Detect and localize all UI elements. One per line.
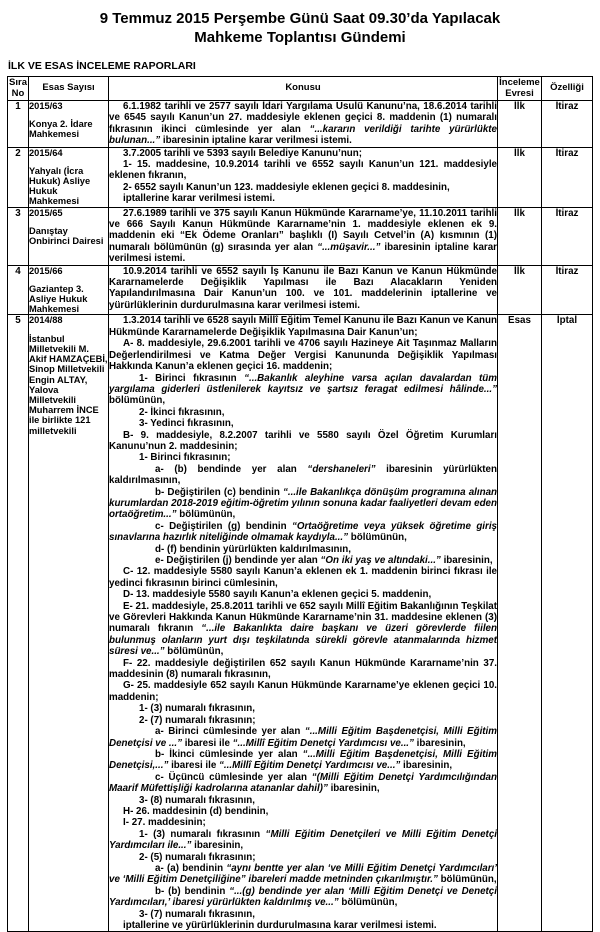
- inceleme-evresi-cell: İlk: [498, 147, 542, 207]
- text-segment: a- (b) bendinde yer alan: [155, 463, 308, 475]
- quoted-phrase: “On iki yaş ve altındaki...”: [320, 555, 441, 567]
- konusu-paragraph: [109, 193, 497, 204]
- ozelligi-cell: İtiraz: [542, 207, 593, 265]
- quoted-phrase: “...Bakanlık aleyhine varsa açılan davalardan tüm yargılama giderleri üstlenilerek kayıtsız ve şartsız feragat edilmesi hâlinde...”: [109, 372, 497, 395]
- esas-line: Gaziantep 3. Asliye Hukuk Mahkemesi: [29, 283, 88, 315]
- konusu-paragraph: [109, 852, 497, 863]
- konusu-paragraph: [109, 464, 497, 487]
- text-segment: ibaresinin,: [440, 555, 493, 567]
- konusu-paragraph: [109, 909, 497, 920]
- ozelligi-cell: İtiraz: [542, 101, 593, 148]
- konusu-cell: [109, 101, 498, 148]
- text-segment: C- 12. maddesiyle 5580 sayılı Kanun’a eklenen ek 1. maddenin birinci fıkrası ile yedinci fıkrasının birinci cümlesinin,: [109, 566, 497, 589]
- quoted-phrase: “aynı bentte yer alan ‘ve Milli Eğitim Denetçi Yardımcıları’ ve ‘Milli Eğitim Denetçiliğine” ibareleri madde metninden çıkarılmıştır.”: [109, 862, 497, 886]
- header-sira-no: Sıra No: [9, 77, 27, 99]
- quoted-phrase: “...(g) bendinde yer alan ‘Milli Eğitim Denetçi ve Denetçi Yardımcıları,’ ibaresi yürürlükten kaldırılmış ve...”: [109, 885, 497, 909]
- esas-line: Danıştay Onbirinci Dairesi: [29, 225, 104, 247]
- quoted-phrase: “Milli Eğitim Denetçileri ve Milli Eğitim Denetçi Yardımcıları ile...”: [109, 828, 497, 852]
- quoted-phrase: “...Milli Eğitim Başdenetçisi, Milli Eğitim Denetçisi,...”: [109, 748, 497, 772]
- table-row: [8, 207, 593, 265]
- text-segment: 3.7.2005 tarihli ve 5393 sayılı Belediye Kanunu’nun;: [123, 147, 363, 159]
- quoted-phrase: “Ortaöğretime veya yüksek öğretime giriş sınavlarına hazırlık niteliğinde olmamak kaydıyla...”: [109, 520, 498, 544]
- esas-gap: [29, 326, 108, 334]
- table-row: [8, 265, 593, 315]
- konusu-paragraph: [109, 863, 497, 886]
- konusu-paragraph: [109, 373, 497, 407]
- text-segment: G- 25. maddesiyle 652 sayılı Kanun Hükmünde Kararname’ye eklenen geçici 10. maddenin;: [109, 680, 497, 703]
- esas-line: 2015/65: [29, 207, 63, 218]
- agenda-table: [7, 76, 593, 932]
- text-segment: 27.6.1989 tarihli ve 375 sayılı Kanun Hükmünde Kararname’ye, 11.10.2011 tarihli ve 666 Sayılı Kanun Hükmünde Kararname’nin 1. maddesiyle eklenen ek 9. maddenin eki “Ek Ödeme Oranları” başlıklı (I) Sayılı Cetvel’in (A) kısmının (1) numaralı bölümünün (g) sırasında yer alan: [109, 207, 497, 253]
- text-segment: 2- İkinci fıkrasının,: [139, 406, 225, 418]
- text-segment: bölümünün,: [348, 532, 407, 544]
- quoted-phrase: “(Milli Eğitim Denetçi Yardımcılığından Maarif Müfettişliği kadrolarına atananlar dahil)”: [109, 771, 497, 795]
- konusu-paragraph: [109, 266, 497, 312]
- text-segment: 2- (5) numaralı fıkrasının;: [139, 851, 256, 863]
- text-segment: 3- (8) numaralı fıkrasının,: [139, 794, 255, 806]
- text-segment: 1- (3) numaralı fıkrasının,: [139, 703, 255, 715]
- esas-sayisi-cell: [29, 315, 109, 932]
- text-segment: E- 21. maddesiyle, 25.8.2011 tarihli ve 652 sayılı Millî Eğitim Bakanlığının Teşkilat ve Görevleri Hakkında Kanun Hükmünde Kararname’nin 31. maddesine eklenen (3) numaralı fıkranın: [109, 600, 497, 635]
- header-row: [8, 77, 593, 101]
- konusu-paragraph: [109, 589, 497, 600]
- page-title: [0, 9, 600, 47]
- esas-line: 2015/63: [29, 101, 63, 111]
- konusu-paragraph: [109, 715, 497, 726]
- quoted-phrase: “...Millî Eğitim Denetçi Yardımcısı ve...”: [232, 737, 414, 749]
- konusu-paragraph: [109, 487, 497, 521]
- konusu-paragraph: [109, 430, 497, 453]
- quoted-phrase: “dershaneleri”: [307, 463, 376, 475]
- esas-line: Yahyalı (İcra Hukuk) Asliye Hukuk Mahkemesi: [29, 165, 91, 207]
- text-segment: 1- Birinci fıkrasının: [139, 372, 245, 384]
- konusu-cell: [109, 265, 498, 315]
- esas-sayisi-cell: [29, 265, 109, 315]
- konusu-paragraph: [109, 749, 497, 772]
- row-number-cell: 3: [8, 207, 29, 265]
- quoted-phrase: “...kararın verildiği tarihte yürürlükte bulunan...”: [109, 123, 497, 147]
- konusu-paragraph: [109, 159, 497, 182]
- konusu-paragraph: [109, 101, 497, 147]
- konusu-cell: [109, 147, 498, 207]
- text-segment: ibaresinin iptaline karar verilmesi istemi.: [160, 135, 352, 147]
- text-segment: 1- (3) numaralı fıkrasının: [139, 828, 266, 840]
- header-esas-sayisi: Esas Sayısı: [29, 77, 109, 101]
- konusu-paragraph: [109, 703, 497, 714]
- header-inceleme-evresi: İnceleme Evresi: [499, 77, 540, 99]
- text-segment: 2- 6552 sayılı Kanun’un 123. maddesiyle eklenen geçici 8. maddesinin,: [123, 181, 450, 193]
- text-segment: A- 8. maddesiyle, 29.6.2001 tarihli ve 4706 sayılı Hazineye Ait Taşınmaz Malların Değerlendirilmesi ve Katma Değer Vergisi Kanununda Değişiklik Yapılması Hakkında Kanun’a eklenen geçici 16. maddenin;: [109, 338, 497, 373]
- text-segment: ibaresinin yürürlükten kaldırılmasının,: [109, 463, 497, 487]
- esas-line: 2014/88: [29, 315, 63, 326]
- row-number-cell: 2: [8, 147, 29, 207]
- text-segment: d- (f) bendinin yürürlükten kaldırılmasının,: [155, 543, 351, 555]
- text-segment: ibaresi ile: [181, 737, 233, 749]
- text-segment: 10.9.2014 tarihli ve 6552 sayılı İş Kanunu ile Bazı Kanun ve Kanun Hükmünde Kararnamelerde Değişiklik Yapılması ile Bazı Alacakların Yeniden Yapılandırılmasına Dair Kanun’un 100. ve 101. maddelerinin iptallerine ve yürürlüklerinin durdurulmasına karar verilmesi istemi.: [109, 265, 497, 311]
- text-segment: D- 13. maddesiyle 5580 sayılı Kanun’a eklenen geçici 5. maddenin,: [123, 589, 432, 601]
- text-segment: ibaresinin,: [413, 737, 466, 749]
- konusu-paragraph: [109, 817, 497, 828]
- row-number-cell: 1: [8, 101, 29, 148]
- esas-line: 2015/66: [29, 265, 63, 276]
- konusu-paragraph: [109, 920, 497, 931]
- text-segment: H- 26. maddesinin (d) bendinin,: [123, 805, 269, 817]
- text-segment: ibaresinin iptaline karar verilmesi istemi.: [109, 241, 497, 265]
- text-segment: 1.3.2014 tarihli ve 6528 sayılı Millî Eğitim Temel Kanunu ile Bazı Kanun ve Kanun Hükmünde Kararnamelerde Değişiklik Yapılmasına Dair Kanun’un;: [109, 315, 497, 338]
- row-number-cell: 4: [8, 265, 29, 315]
- esas-line: 2015/64: [29, 147, 63, 158]
- text-segment: c- Üçüncü cümlesinde yer alan: [155, 771, 312, 783]
- konusu-paragraph: [109, 208, 497, 265]
- text-segment: bölümünün,: [437, 874, 497, 886]
- text-segment: b- (b) bendinin: [155, 885, 230, 897]
- esas-gap: [29, 276, 108, 284]
- text-segment: ibaresinin,: [191, 840, 244, 852]
- konusu-paragraph: [109, 452, 497, 463]
- text-segment: bölümünün,: [109, 395, 166, 407]
- section-heading: İLK VE ESAS İNCELEME RAPORLARI: [8, 60, 196, 72]
- text-segment: 1- 15. maddesine, 10.9.2014 tarihli ve 6552 sayılı Kanun’un 121. maddesiyle eklenen fıkranın,: [109, 159, 497, 182]
- esas-sayisi-cell: [29, 147, 109, 207]
- text-segment: c- Değiştirilen (g) bendinin: [155, 520, 292, 532]
- text-segment: 1- Birinci fıkrasının;: [139, 452, 231, 464]
- header-konusu: Konusu: [109, 77, 498, 101]
- page-title-line1: 9 Temmuz 2015 Perşembe Günü Saat 09.30’da Yapılacak: [99, 10, 501, 27]
- table-row: [8, 101, 593, 148]
- text-segment: bölümünün,: [164, 646, 224, 658]
- konusu-paragraph: [109, 418, 497, 429]
- esas-line: Konya 2. İdare Mahkemesi: [29, 119, 93, 140]
- konusu-paragraph: [109, 407, 497, 418]
- quoted-phrase: “...Milli Eğitim Başdenetçisi, Milli Eğitim Denetçisi ve ...”: [109, 726, 497, 749]
- text-segment: 6.1.1982 tarihli ve 2577 sayılı İdari Yargılama Usulü Kanunu’na, 18.6.2014 tarihli ve 6545 sayılı Kanun’un 27. maddesiyle eklenen geçici 8. maddenin (1) numaralı fıkrasının ikinci cümlesinde yer alan: [109, 101, 497, 135]
- konusu-paragraph: [109, 148, 497, 159]
- text-segment: 3- (7) numaralı fıkrasının,: [139, 908, 255, 920]
- page-title-line2: Mahkeme Toplantısı Gündemi: [194, 29, 406, 46]
- esas-line: İstanbul Milletvekili M. Akif HAMZAÇEBİ, Sinop Milletvekili Engin ALTAY, Yalova Milletvekili Muharrem İNCE ile birlikte 121 milletvekili: [29, 333, 108, 436]
- quoted-phrase: “...Millî Eğitim Denetçi Yardımcısı ve...”: [219, 760, 401, 772]
- agenda-table-body: [8, 101, 593, 932]
- text-segment: e- Değiştirilen (j) bendinde yer alan: [155, 555, 321, 567]
- text-segment: ibaresinin,: [327, 783, 380, 795]
- konusu-paragraph: [109, 806, 497, 817]
- table-row: [8, 315, 593, 932]
- konusu-paragraph: [109, 726, 497, 749]
- konusu-paragraph: [109, 886, 497, 909]
- text-segment: F- 22. maddesiyle değiştirilen 652 sayılı Kanun Hükmünde Kararname’nin 37. maddesinin (8) numaralı fıkrasının,: [109, 657, 497, 681]
- inceleme-evresi-cell: İlk: [498, 265, 542, 315]
- esas-sayisi-cell: [29, 207, 109, 265]
- quoted-phrase: “...ile Bakanlıkça dönüşüm programına alınan kurumlardan 2018-2019 eğitim-öğretim yılının sonuna kadar faaliyetleri devam eden ortaöğretim...”: [109, 486, 498, 521]
- konusu-paragraph: [109, 182, 497, 193]
- inceleme-evresi-cell: İlk: [498, 101, 542, 148]
- row-number-cell: 5: [8, 315, 29, 932]
- text-segment: a- Birinci cümlesinde yer alan: [155, 726, 305, 738]
- text-segment: 3- Yedinci fıkrasının,: [139, 418, 234, 430]
- ozelligi-cell: İtiraz: [542, 265, 593, 315]
- text-segment: ibaresi ile: [168, 760, 220, 772]
- konusu-paragraph: [109, 521, 497, 544]
- esas-gap: [29, 111, 108, 119]
- konusu-paragraph: [109, 555, 497, 566]
- inceleme-evresi-cell: İlk: [498, 207, 542, 265]
- text-segment: bölümünün,: [338, 897, 398, 909]
- header-ozelligi: Özelliği: [542, 77, 593, 101]
- esas-sayisi-cell: [29, 101, 109, 148]
- text-segment: iptallerine karar verilmesi istemi.: [123, 193, 275, 205]
- konusu-paragraph: [109, 829, 497, 852]
- konusu-cell: [109, 207, 498, 265]
- text-segment: b- İkinci cümlesinde yer alan: [155, 748, 303, 760]
- konusu-paragraph: [109, 772, 497, 795]
- table-row: [8, 147, 593, 207]
- text-segment: b- Değiştirilen (c) bendinin: [155, 486, 283, 498]
- konusu-paragraph: [109, 315, 497, 338]
- text-segment: B- 9. maddesiyle, 8.2.2007 tarihli ve 5580 sayılı Özel Öğretim Kurumları Kanunu’nun 2. maddesinin;: [109, 429, 497, 452]
- text-segment: 2- (7) numaralı fıkrasının;: [139, 714, 256, 726]
- text-segment: I- 27. maddesinin;: [123, 817, 206, 829]
- konusu-paragraph: [109, 338, 497, 372]
- esas-gap: [29, 158, 108, 166]
- konusu-paragraph: [109, 601, 497, 658]
- konusu-paragraph: [109, 566, 497, 589]
- text-segment: a- (a) bendinin: [155, 862, 227, 874]
- ozelligi-cell: İtiraz: [542, 147, 593, 207]
- text-segment: ibaresinin,: [400, 760, 453, 772]
- inceleme-evresi-cell: Esas: [498, 315, 542, 932]
- konusu-paragraph: [109, 795, 497, 806]
- konusu-paragraph: [109, 544, 497, 555]
- text-segment: iptallerine ve yürürlüklerinin durdurulmasına karar verilmesi istemi.: [123, 920, 437, 932]
- quoted-phrase: “...ile Bakanlıkta daire başkanı ve üzeri görevlerde fiilen bulunmuş olanların yurt dışı teşkilatında sürekli görevle atanmalarında hizmet süresi ve...”: [109, 623, 497, 658]
- quoted-phrase: “...müşavir...”: [317, 241, 381, 253]
- agenda-table-header: [8, 77, 593, 101]
- konusu-cell: [109, 315, 498, 932]
- esas-gap: [29, 218, 108, 226]
- konusu-paragraph: [109, 680, 497, 703]
- text-segment: bölümünün,: [176, 509, 236, 521]
- konusu-paragraph: [109, 658, 497, 681]
- ozelligi-cell: İptal: [542, 315, 593, 932]
